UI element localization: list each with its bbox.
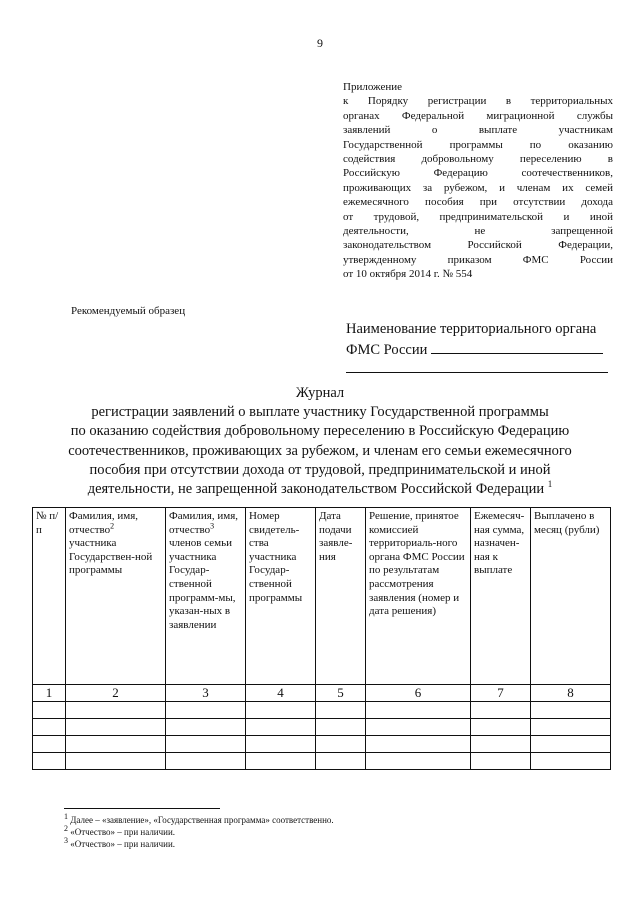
- table-cell: [366, 753, 471, 770]
- col-header-text: Ежемесяч-ная сумма, назначен-ная к выплате: [474, 510, 525, 577]
- col-header-text: Номер свидетель-ства участника Государ-ственной программы: [249, 510, 303, 604]
- table-cell: [33, 702, 66, 719]
- org-fms-label: ФМС России: [346, 342, 428, 358]
- table-cell: [531, 702, 611, 719]
- table-cell: [316, 702, 366, 719]
- table-cell: [66, 719, 166, 736]
- table-cell: [366, 719, 471, 736]
- appendix-line: Российскую Федерацию соотечественников,: [343, 167, 613, 180]
- org-name-blank: [431, 339, 603, 354]
- journal-subtitle-last-line: [0, 480, 640, 499]
- table-row: [33, 719, 611, 736]
- column-number: 8: [531, 685, 611, 702]
- appendix-line: утвержденному приказом ФМС России: [343, 253, 613, 266]
- footnote-divider: [64, 808, 220, 809]
- table-cell: [246, 719, 316, 736]
- column-number: 5: [316, 685, 366, 702]
- table-cell: [166, 736, 246, 753]
- table-cell: [66, 702, 166, 719]
- recommended-sample-label: Рекомендуемый образец: [71, 305, 186, 317]
- journal-title: Журнал: [295, 385, 345, 401]
- table-cell: [316, 736, 366, 753]
- table-cell: [33, 719, 66, 736]
- journal-title-block: [0, 384, 640, 499]
- col-header-paid-monthly: [531, 508, 611, 685]
- table-cell: [166, 719, 246, 736]
- appendix-line: содействия добровольному переселению в: [343, 153, 613, 166]
- table-header-row: [33, 508, 611, 685]
- org-name-label: Наименование территориального органа: [346, 321, 597, 337]
- col-header-decision: [366, 508, 471, 685]
- table-cell: [33, 753, 66, 770]
- appendix-line: к Порядку регистрации в территориальных: [343, 95, 613, 108]
- org-name-blank-full: [346, 362, 608, 373]
- footnote-mark: 3: [64, 836, 68, 845]
- journal-subtitle-line: по оказанию содействия добровольному переселению в Российскую Федерацию: [70, 423, 570, 440]
- footnote: [64, 838, 334, 850]
- col-header-text: Фамилия, имя, отчество: [69, 510, 139, 536]
- table-cell: [531, 736, 611, 753]
- journal-subtitle-line: соотечественников, проживающих за рубежом, и членам его семьи ежемесячного: [68, 442, 572, 459]
- footnote-mark: 2: [64, 824, 68, 833]
- footnotes: [64, 814, 334, 850]
- appendix-line: от 10 октября 2014 г. № 554: [343, 268, 473, 281]
- appendix-line: от трудовой, предпринимательской и иной: [343, 210, 613, 223]
- col-header-text: Дата подачи заявле-ния: [319, 510, 353, 563]
- table-row: [33, 736, 611, 753]
- col-header-text: членов семьи участника Государ-ственной программ-мы, указан-ных в заявлении: [169, 537, 236, 631]
- footnote-text: Далее – «заявление», «Государственная программа» соответственно.: [70, 815, 334, 825]
- table-cell: [246, 736, 316, 753]
- appendix-heading: Приложение: [343, 81, 403, 93]
- col-header-text: участника Государствен-ной программы: [69, 537, 153, 577]
- appendix-line: деятельности, не запрещенной: [343, 225, 613, 238]
- footnote-mark: 2: [110, 520, 115, 530]
- table-cell: [531, 719, 611, 736]
- table-cell: [33, 736, 66, 753]
- col-header-number: [33, 508, 66, 685]
- column-number: 4: [246, 685, 316, 702]
- appendix-line: Государственной программы по оказанию: [343, 138, 613, 151]
- table-cell: [316, 753, 366, 770]
- column-number: 3: [166, 685, 246, 702]
- table-row: [33, 753, 611, 770]
- column-number: 6: [366, 685, 471, 702]
- table-cell: [471, 719, 531, 736]
- table-cell: [366, 702, 471, 719]
- col-header-application-date: [316, 508, 366, 685]
- appendix-line: законодательством Российской Федерации,: [343, 239, 613, 252]
- table-number-row: [33, 685, 611, 702]
- col-header-text: № п/п: [36, 510, 59, 536]
- journal-subtitle-line: деятельности, не запрещенной законодательством Российской Федерации: [87, 481, 545, 498]
- footnote-text: «Отчество» – при наличии.: [70, 827, 176, 837]
- col-header-monthly-amount: [471, 508, 531, 685]
- org-name-line2: [346, 339, 616, 360]
- appendix-line: ежемесячного пособия при отсутствии дохода: [343, 196, 613, 209]
- col-header-text: Решение, принятое комиссией территориаль-ного органа ФМС России по результатам рассмотрения заявления (номер и дата решения): [369, 510, 465, 618]
- footnote-text: «Отчество» – при наличии.: [70, 839, 176, 849]
- col-header-family-members: [166, 508, 246, 685]
- appendix-line: органах Федеральной миграционной службы: [343, 109, 613, 122]
- table-cell: [471, 753, 531, 770]
- table-cell: [66, 736, 166, 753]
- col-header-certificate-number: [246, 508, 316, 685]
- table-cell: [246, 753, 316, 770]
- appendix-line: заявлений о выплате участникам: [343, 124, 613, 137]
- journal-subtitle-line: пособия при отсутствии дохода от трудовой, предпринимательской и иной: [89, 461, 551, 478]
- table-row: [33, 702, 611, 719]
- table-cell: [166, 702, 246, 719]
- table-cell: [246, 702, 316, 719]
- footnote-mark: 3: [210, 520, 215, 530]
- footnote-mark: 1: [64, 812, 68, 821]
- column-number: 1: [33, 685, 66, 702]
- appendix-block: [343, 80, 613, 282]
- page-number: 9: [317, 36, 323, 50]
- col-header-text: Выплачено в месяц (рубли): [534, 510, 600, 536]
- footnote: [64, 814, 334, 826]
- col-header-participant-name: [66, 508, 166, 685]
- column-number: 7: [471, 685, 531, 702]
- table-cell: [471, 736, 531, 753]
- table-cell: [471, 702, 531, 719]
- table-cell: [316, 719, 366, 736]
- table-cell: [366, 736, 471, 753]
- column-number: 2: [66, 685, 166, 702]
- journal-table: [32, 507, 611, 770]
- table-cell: [66, 753, 166, 770]
- appendix-line: проживающих за рубежом, и членам их семей: [343, 181, 613, 194]
- col-header-text: Фамилия, имя, отчество: [169, 510, 239, 536]
- footnote-mark: 1: [547, 479, 553, 490]
- footnote: [64, 826, 334, 838]
- table-cell: [531, 753, 611, 770]
- org-name-block: [346, 319, 616, 373]
- table-cell: [166, 753, 246, 770]
- journal-subtitle-line: регистрации заявлений о выплате участнику Государственной программы: [91, 404, 549, 421]
